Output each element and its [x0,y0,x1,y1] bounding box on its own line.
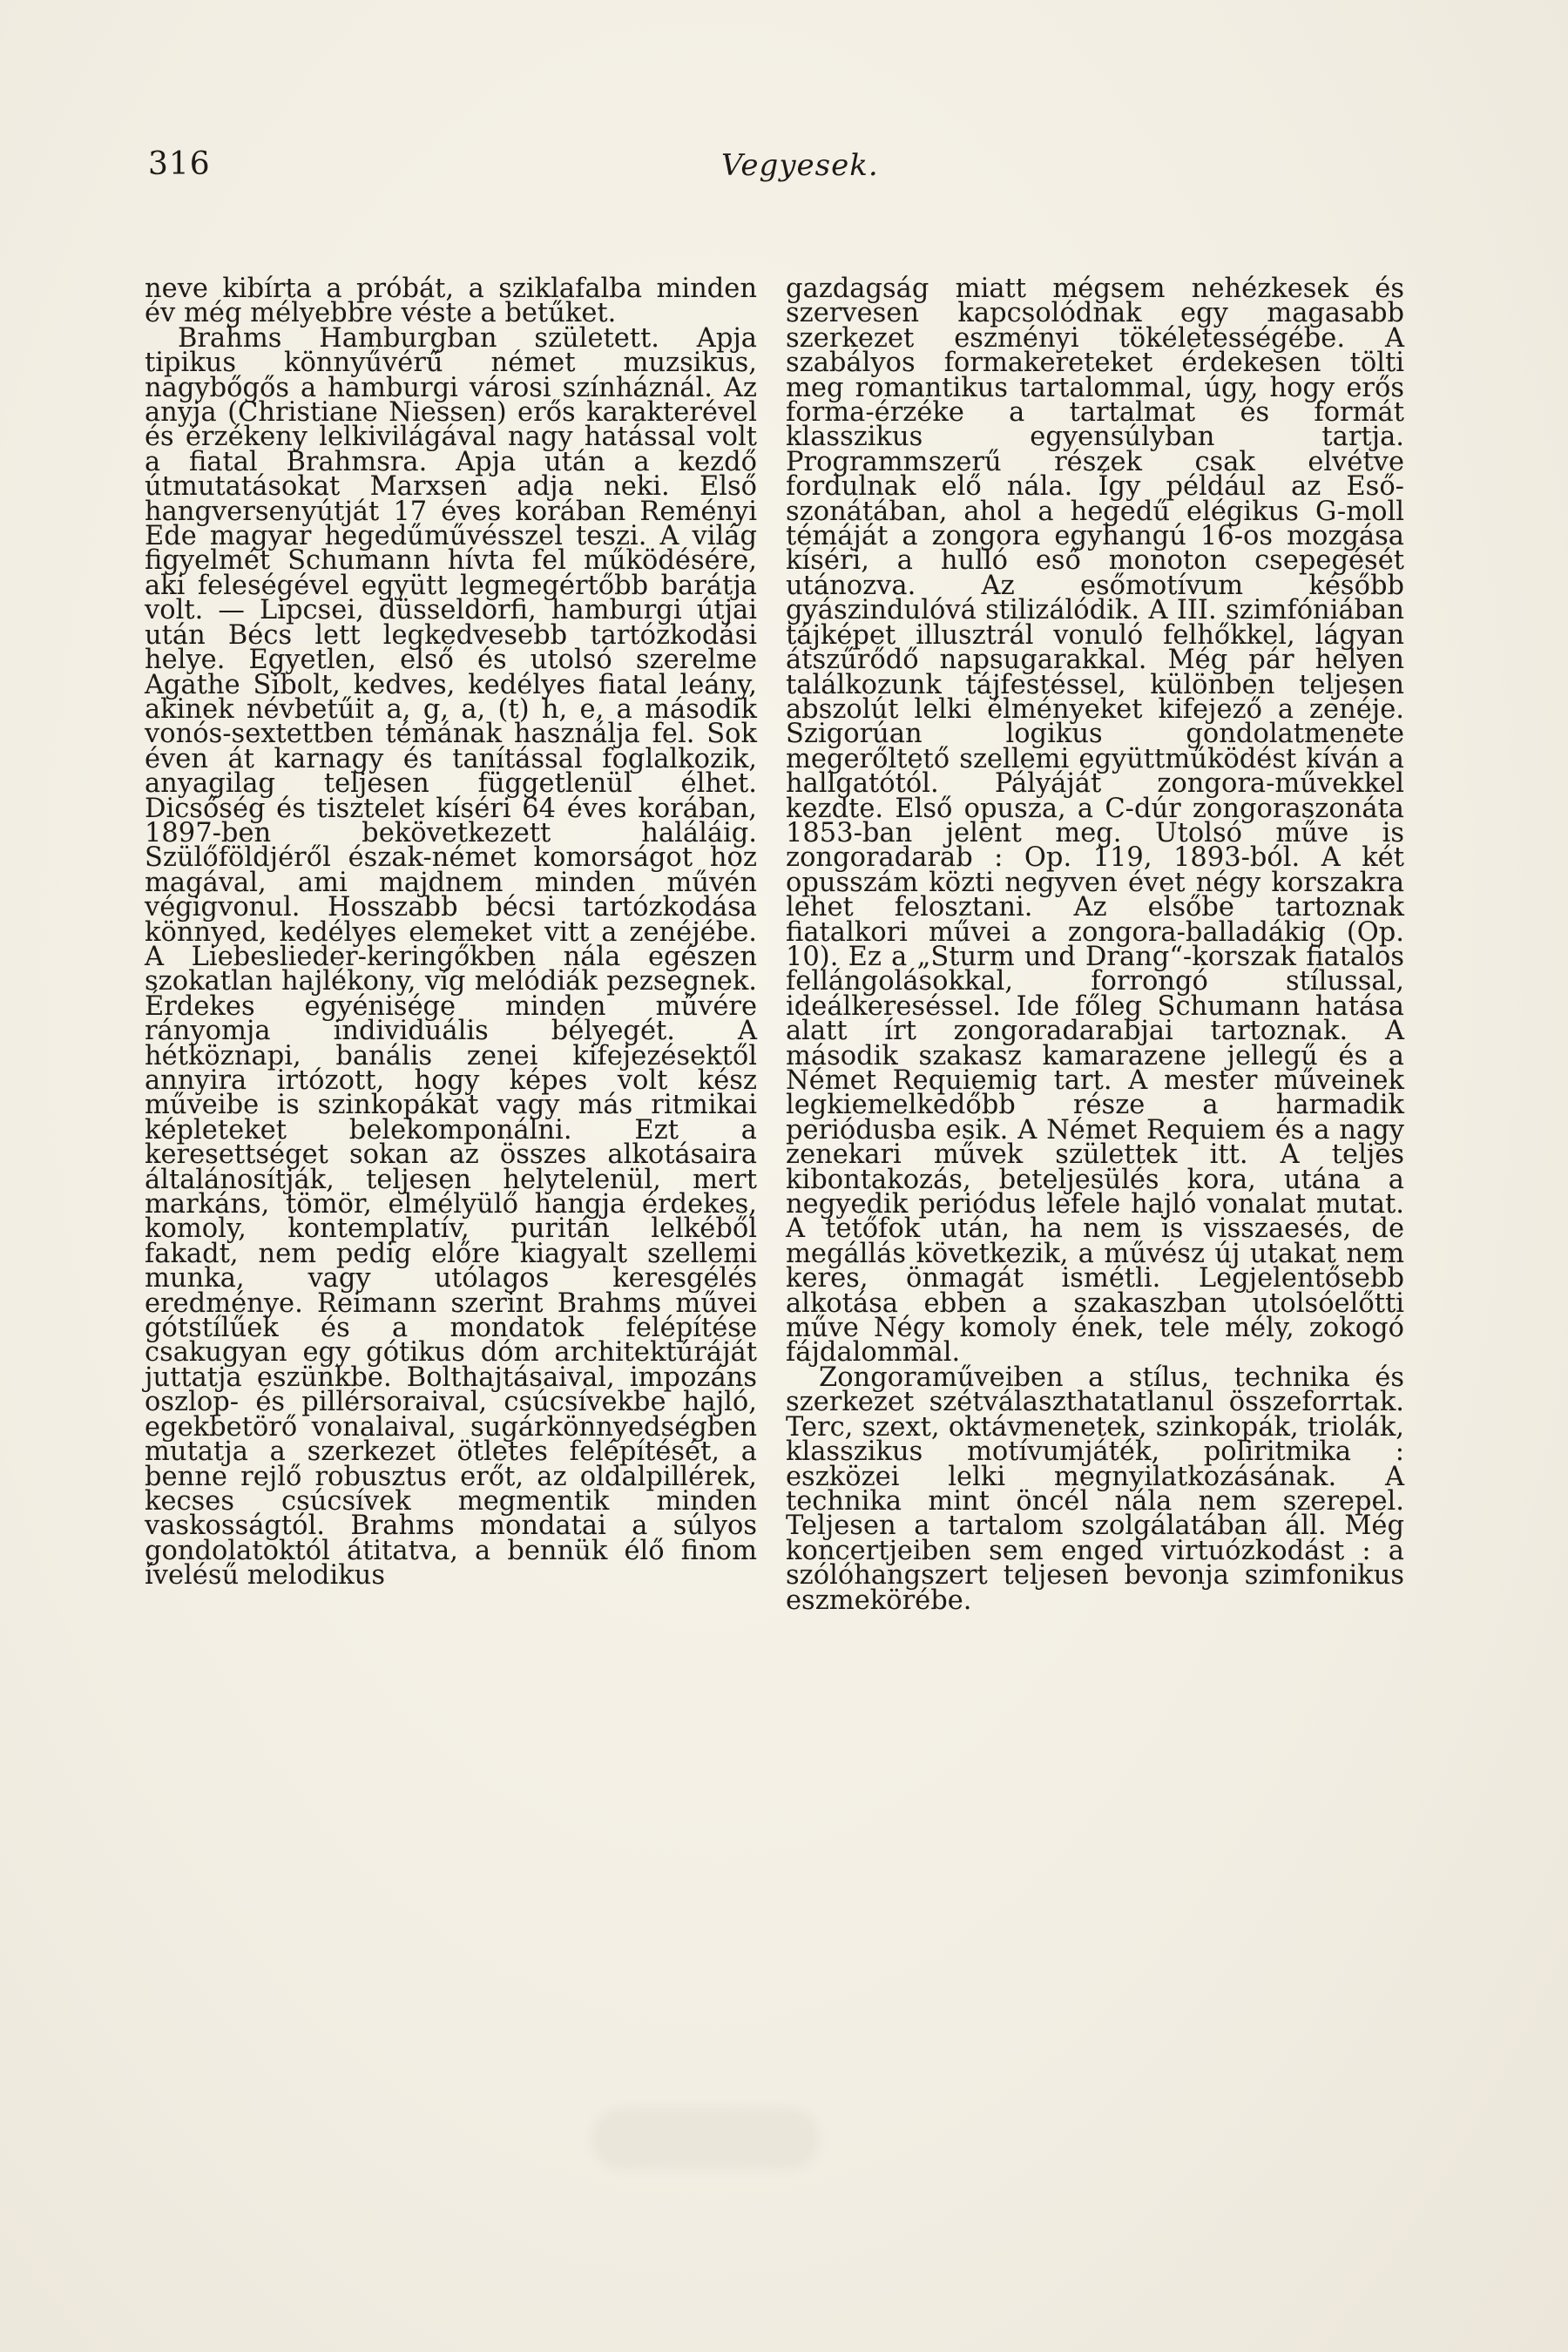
page-number: 316 [148,146,211,182]
right-paragraph-1: gazdagság miatt mégsem nehézkesek és szervesen kapcsolódnak egy magasabb szerkezet eszményi tökéletességébe. A szabályos formakereteket érdekesen tölti meg romantikus tartalommal, úgy, hogy erős forma-érzéke a tartalmat és formát klasszikus egyensúlyban tartja. Programmszerű részek csak elvétve fordulnak elő nála. Így például az Eső-szonátában, ahol a hegedű elégikus G-moll témáját a zongora egyhangú 16-os mozgása kíséri, a hulló eső monoton csepegését utánozva. Az esőmotívum később gyászindulóvá stilizálódik. A III. szimfóniában tájképet illusztrál vonuló felhőkkel, lágyan átszűrődő napsugarakkal. Még pár helyen találkozunk tájfestéssel, különben teljesen abszolút lelki élményeket kifejező a zenéje. Szigorúan logikus gondolatmenete megerőltető szellemi együttműködést kíván a hallgatótól. Pályáját zongora-művekkel kezdte. Első opusza, a C-dúr zongoraszonáta 1853-ban jelent meg. Utolsó műve is zongoradarab : Op. 119, 1893-ból. A két opusszám közti negyven évet négy korszakra lehet felosztani. Az elsőbe tartoznak fiatalkori művei a zongora-balladákig (Op. 10). Ez a „Sturm und Drang“-korszak fiatalos fellángolásokkal, forrongó stílussal, ideálkereséssel. Ide főleg Schumann hatása alatt írt zongoradarabjai tartoznak. A második szakasz kamarazene jellegű és a Német Requiemig tart. A mester műveinek legkiemelkedőbb része a harmadik periódusba esik. A Német Requiem és a nagy zenekari művek születtek itt. A teljes kibontakozás, beteljesülés kora, utána a negyedik periódus lefele hajló vonalat mutat. A tetőfok után, ha nem is visszaesés, de megállás következik, a művész új utakat nem keres, önmagát ismétli. Legjelentősebb alkotása ebben a szakaszban utolsóelőtti műve Négy komoly ének, tele mély, zokogó fájdalommal. [786,274,1404,1369]
left-paragraph-1: neve kibírta a próbát, a sziklafalba minden év még mélyebbre véste a betűket. [145,274,757,329]
running-head-title: Vegyesek. [721,148,879,183]
left-text-column [145,274,757,1592]
faint-stamp-mark [592,2108,819,2169]
right-text-column [786,274,1404,1616]
left-paragraph-2: Brahms Hamburgban született. Apja tipikus könnyűvérű német muzsikus, nagybőgős a hamburgi városi színháznál. Az anyja (Christiane Niessen) erős karakterével és érzékeny lelkivilágával nagy hatással volt a fiatal Brahmsra. Apja után a kezdő útmutatásokat Marxsen adja neki. Első hangversenyútját 17 éves korában Reményi Ede magyar hegedűművésszel teszi. A világ figyelmét Schumann hívta fel működésére, aki feleségével együtt legmegértőbb barátja volt. — Lipcsei, düsseldorfi, hamburgi útjai után Bécs lett legkedvesebb tartózkodási helye. Egyetlen, első és utolsó szerelme Agathe Sibolt, kedves, kedélyes fiatal leány, akinek névbetűit a, g, a, (t) h, e, a második vonós-sextettben témának használja fel. Sok éven át karnagy és tanítással foglalkozik, anyagilag teljesen függetlenül élhet. Dicsőség és tisztelet kíséri 64 éves korában, 1897-ben bekövetkezett haláláig. Szülőföldjéről észak-német komorságot hoz magával, ami majdnem minden művén végigvonul. Hosszabb bécsi tartózkodása könnyed, kedélyes elemeket vitt a zenéjébe. A Liebeslieder-keringőkben nála egészen szokatlan hajlékony, víg melódiák pezsegnek. Érdekes egyénisége minden művére rányomja individuális bélyegét. A hétköznapi, banális zenei kifejezésektől annyira irtózott, hogy képes volt kész műveibe is szinkopákat vagy más ritmikai képleteket belekomponálni. Ezt a keresettséget sokan az összes alkotásaira általánosítják, teljesen helytelenül, mert markáns, tömör, elmélyülő hangja érdekes, komoly, kontemplatív, puritán lelkéből fakadt, nem pedig előre kiagyalt szellemi munka, vagy utólagos keresgélés eredménye. Reimann szerint Brahms művei gótstílűek és a mondatok felépítése csakugyan egy gótikus dóm architektúráját juttatja eszünkbe. Bolthajtásaival, impozáns oszlop- és pillérsoraival, csúcsívekbe hajló, egekbetörő vonalaival, sugárkönnyedségben mutatja a szerkezet ötletes felépítését, a benne rejlő robusztus erőt, az oldalpillérek, kecses csúcsívek megmentik minden vaskosságtól. Brahms mondatai a súlyos gondolatoktól átitatva, a bennük élő finom ívelésű melodikus [145,322,757,1592]
right-paragraph-2: Zongoraműveiben a stílus, technika és szerkezet szétválaszthatatlanul összeforrtak. Terc, szext, oktávmenetek, szinkopák, triolák, klasszikus motívumjáték, poliritmika : eszközei lelki megnyilatkozásának. A technika mint öncél nála nem szerepel. Teljesen a tartalom szolgálatában áll. Még koncertjeiben sem enged virtuózkodást : a szólóhangszert teljesen bevonja szimfonikus eszmekörébe. [786,1362,1404,1616]
